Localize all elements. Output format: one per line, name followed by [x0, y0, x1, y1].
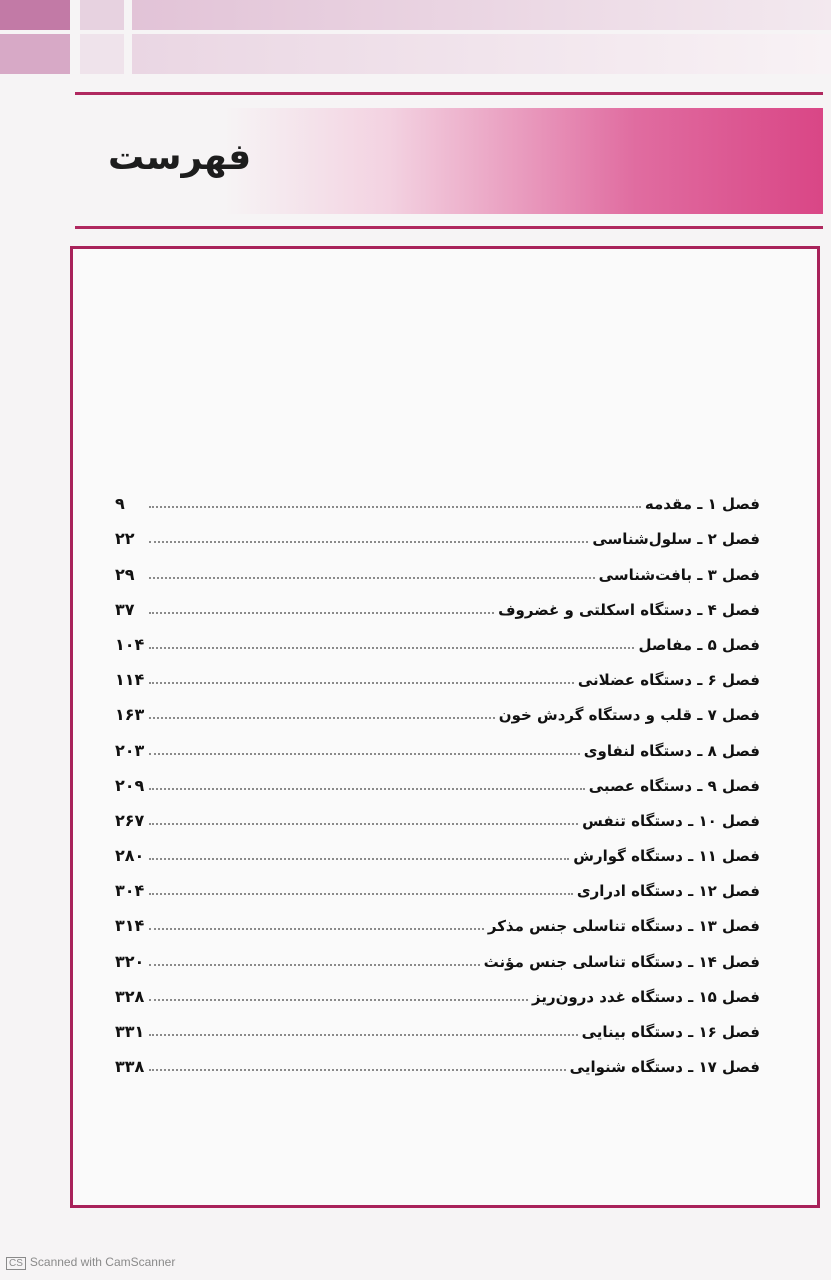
toc-entry-page: ۲۹: [115, 564, 135, 584]
top-decorative-band: [0, 0, 831, 80]
toc-entry-title: فصل ۳ ـ بافت‌شناسی: [598, 565, 760, 584]
toc-dot-leader: [149, 647, 634, 649]
decor-square: [0, 0, 70, 30]
toc-entry: [115, 623, 760, 658]
toc-entry: [115, 904, 760, 939]
toc-entry: [115, 869, 760, 904]
toc-entry-title: فصل ۱۴ ـ دستگاه تناسلی جنس مؤنث: [483, 952, 760, 971]
toc-entry: [115, 482, 760, 517]
toc-entry: [115, 1010, 760, 1045]
toc-entry-title: فصل ۱۵ ـ دستگاه غدد درون‌ریز: [532, 987, 760, 1006]
toc-entry-page: ۳۲۸: [115, 986, 145, 1006]
toc-entry-page: ۲۰۳: [115, 740, 145, 760]
decor-square: [80, 0, 124, 30]
toc-entry-title: فصل ۱۱ ـ دستگاه گوارش: [573, 847, 760, 866]
header-bottom-rule: [75, 226, 823, 229]
toc-entry-page: ۲۶۷: [115, 810, 145, 830]
header-top-rule: [75, 92, 823, 95]
toc-entry-page: ۱۶۳: [115, 705, 145, 725]
toc-dot-leader: [149, 541, 588, 543]
toc-dot-leader: [149, 577, 595, 579]
toc-entry-page: ۱۱۴: [115, 670, 145, 690]
toc-dot-leader: [149, 893, 573, 895]
table-of-contents: [115, 482, 760, 1080]
toc-dot-leader: [149, 858, 569, 860]
decor-strip: [132, 34, 831, 74]
toc-entry-page: ۱۰۴: [115, 634, 145, 654]
toc-dot-leader: [149, 964, 480, 966]
toc-entry-title: فصل ۱ ـ مقدمه: [644, 495, 760, 514]
toc-entry-page: ۳۳۸: [115, 1057, 145, 1077]
toc-entry-title: فصل ۸ ـ دستگاه لنفاوی: [583, 741, 760, 760]
toc-dot-leader: [149, 717, 495, 719]
toc-entry: [115, 834, 760, 869]
toc-entry: [115, 975, 760, 1010]
toc-entry-page: ۲۸۰: [115, 846, 145, 866]
toc-dot-leader: [149, 753, 580, 755]
toc-dot-leader: [149, 506, 641, 508]
toc-dot-leader: [149, 1069, 566, 1071]
toc-entry: [115, 658, 760, 693]
toc-entry: [115, 799, 760, 834]
toc-dot-leader: [149, 999, 528, 1001]
toc-dot-leader: [149, 1034, 578, 1036]
scanner-watermark: [6, 1255, 175, 1270]
toc-entry-page: ۳۰۴: [115, 881, 145, 901]
toc-entry: [115, 588, 760, 623]
decor-square: [0, 34, 70, 74]
toc-entry: [115, 552, 760, 587]
toc-entry: [115, 1045, 760, 1080]
toc-dot-leader: [149, 612, 494, 614]
toc-entry-page: ۳۷: [115, 599, 135, 619]
toc-dot-leader: [149, 823, 578, 825]
decor-strip: [132, 0, 831, 30]
toc-entry-page: ۲۰۹: [115, 775, 145, 795]
toc-entry-title: فصل ۶ ـ دستگاه عضلانی: [577, 671, 760, 690]
scanner-text: Scanned with CamScanner: [29, 1255, 176, 1269]
toc-entry-title: فصل ۱۰ ـ دستگاه تنفس: [582, 811, 760, 830]
toc-entry-page: ۳۳۱: [115, 1022, 145, 1041]
toc-entry-page: ۲۲: [115, 529, 135, 549]
toc-entry-title: فصل ۱۳ ـ دستگاه تناسلی جنس مذکر: [487, 917, 760, 936]
toc-entry-title: فصل ۵ ـ مفاصل: [638, 635, 760, 654]
toc-entry-title: فصل ۱۶ ـ دستگاه بینایی: [581, 1023, 760, 1041]
toc-entry: [115, 728, 760, 763]
toc-dot-leader: [149, 788, 585, 790]
toc-entry: [115, 517, 760, 552]
toc-entry-title: فصل ۷ ـ قلب و دستگاه گردش خون: [498, 706, 760, 725]
toc-entry-title: فصل ۱۷ ـ دستگاه شنوایی: [569, 1058, 760, 1077]
toc-dot-leader: [149, 928, 484, 930]
page-title: فهرست: [108, 137, 252, 178]
toc-entry-page: ۳۲۰: [115, 951, 145, 971]
toc-entry-title: فصل ۴ ـ دستگاه اسکلتی و غضروف: [498, 600, 760, 619]
toc-entry: [115, 939, 760, 974]
toc-entry-title: فصل ۲ ـ سلول‌شناسی: [592, 530, 760, 549]
toc-entry-page: ۹: [115, 494, 125, 514]
toc-entry: [115, 693, 760, 728]
toc-entry-title: فصل ۱۲ ـ دستگاه ادراری: [576, 882, 760, 901]
toc-entry-title: فصل ۹ ـ دستگاه عصبی: [588, 776, 760, 795]
decor-square: [80, 34, 124, 74]
toc-entry: [115, 764, 760, 799]
toc-entry-page: ۳۱۴: [115, 916, 145, 936]
toc-dot-leader: [149, 682, 574, 684]
camscanner-logo-icon: CS: [6, 1257, 26, 1270]
